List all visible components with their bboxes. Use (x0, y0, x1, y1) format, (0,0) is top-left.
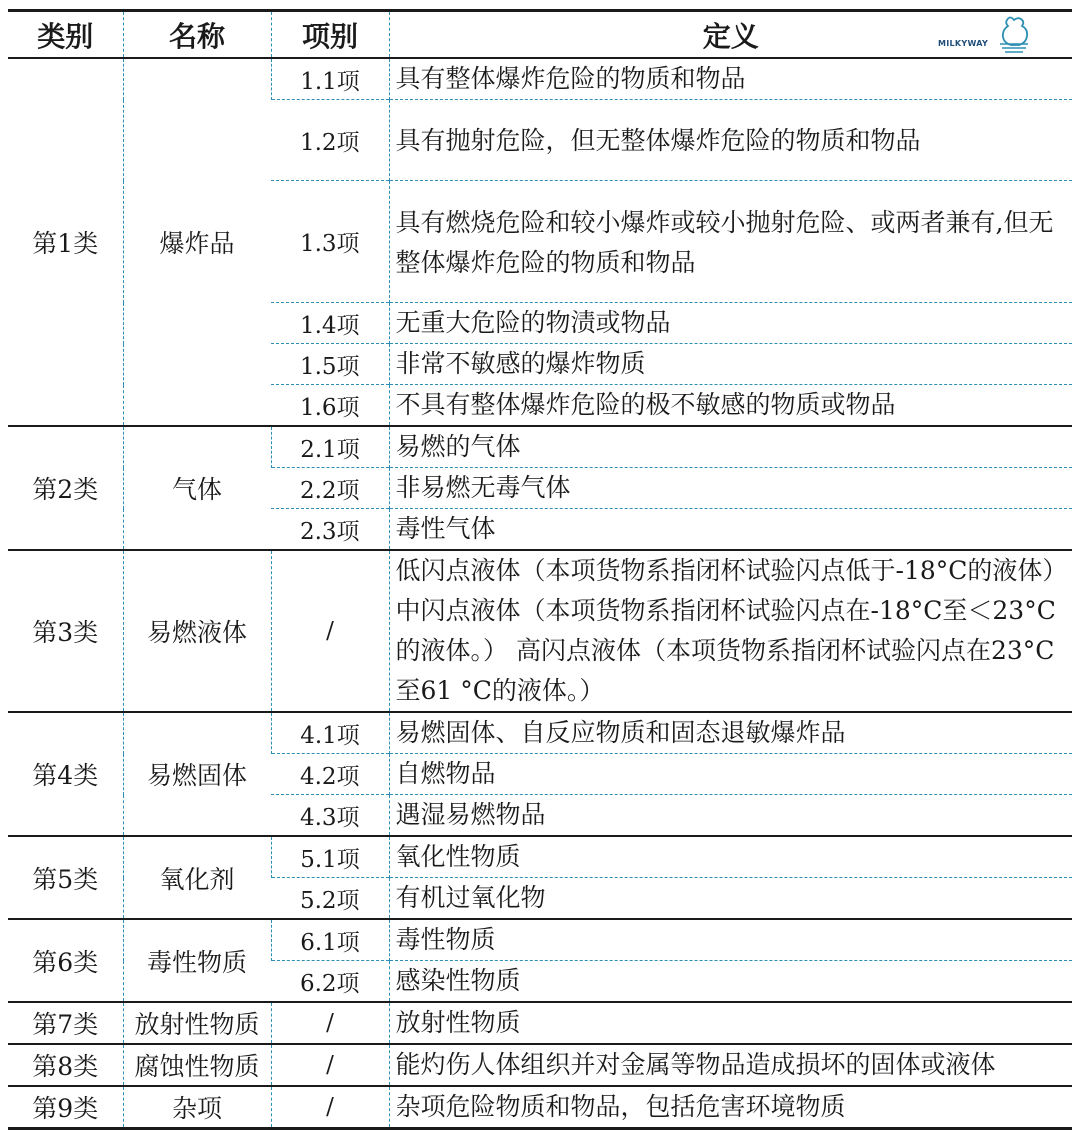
item-cell: 4.1项 (271, 712, 389, 754)
category-cell: 第4类 (8, 712, 123, 836)
name-cell: 腐蚀性物质 (123, 1044, 271, 1086)
item-cell: 5.1项 (271, 836, 389, 878)
definition-cell: 低闪点液体（本项货物系指闭杯试验闪点低于-18°C的液体） 中闪点液体（本项货物系指闭杯试验闪点在-18°C至＜23°C的液体。） 高闪点液体（本项货物系指闭杯试验闪点在23°C至61 °C的液体。） (389, 550, 1072, 712)
name-cell: 易燃固体 (123, 712, 271, 836)
definition-cell: 杂项危险物质和物品，包括危害环境物质 (389, 1086, 1072, 1129)
definition-cell: 感染性物质 (389, 961, 1072, 1003)
category-cell: 第3类 (8, 550, 123, 712)
item-cell: 1.2项 (271, 100, 389, 181)
name-cell: 易燃液体 (123, 550, 271, 712)
category-cell: 第6类 (8, 919, 123, 1002)
definition-cell: 具有抛射危险，但无整体爆炸危险的物质和物品 (389, 100, 1072, 181)
definition-cell: 氧化性物质 (389, 836, 1072, 878)
table-row (8, 919, 1072, 961)
category-cell: 第8类 (8, 1044, 123, 1086)
dangerous-goods-table (8, 9, 1072, 1130)
table-row (8, 1086, 1072, 1129)
item-cell: / (271, 1044, 389, 1086)
category-cell: 第9类 (8, 1086, 123, 1129)
definition-cell: 能灼伤人体组织并对金属等物品造成损坏的固体或液体 (389, 1044, 1072, 1086)
definition-cell: 具有燃烧危险和较小爆炸或较小抛射危险、或两者兼有,但无整体爆炸危险的物质和物品 (389, 181, 1072, 303)
table-row (8, 550, 1072, 712)
table-body (8, 58, 1072, 1129)
definition-cell: 毒性气体 (389, 509, 1072, 551)
table-header (8, 11, 1072, 59)
header-definition-label: 定义 (702, 19, 759, 53)
definition-cell: 无重大危险的物渍或物品 (389, 303, 1072, 344)
item-cell: / (271, 1002, 389, 1044)
name-cell: 放射性物质 (123, 1002, 271, 1044)
item-cell: 1.1项 (271, 58, 389, 100)
name-cell: 爆炸品 (123, 58, 271, 426)
header-category: 类别 (8, 11, 123, 59)
table-row (8, 58, 1072, 100)
definition-cell: 毒性物质 (389, 919, 1072, 961)
name-cell: 毒性物质 (123, 919, 271, 1002)
item-cell: 1.4项 (271, 303, 389, 344)
item-cell: 6.2项 (271, 961, 389, 1003)
table-row (8, 1044, 1072, 1086)
name-cell: 杂项 (123, 1086, 271, 1129)
item-cell: 2.1项 (271, 426, 389, 468)
milkyway-logo (938, 14, 1048, 54)
item-cell: 5.2项 (271, 878, 389, 920)
item-cell: 1.5项 (271, 344, 389, 385)
definition-cell: 易燃的气体 (389, 426, 1072, 468)
item-cell: 2.2项 (271, 468, 389, 509)
item-cell: 1.3项 (271, 181, 389, 303)
table-row (8, 426, 1072, 468)
definition-cell: 非易燃无毒气体 (389, 468, 1072, 509)
table-row (8, 712, 1072, 754)
definition-cell: 自燃物品 (389, 754, 1072, 795)
definition-cell: 有机过氧化物 (389, 878, 1072, 920)
name-cell: 气体 (123, 426, 271, 550)
item-cell: 6.1项 (271, 919, 389, 961)
definition-cell: 易燃固体、自反应物质和固态退敏爆炸品 (389, 712, 1072, 754)
name-cell: 氧化剂 (123, 836, 271, 919)
item-cell: 2.3项 (271, 509, 389, 551)
header-definition (389, 11, 1072, 59)
item-cell: / (271, 550, 389, 712)
definition-cell: 遇湿易燃物品 (389, 795, 1072, 837)
logo-text: MILKYWAY (938, 39, 989, 48)
category-cell: 第5类 (8, 836, 123, 919)
definition-cell: 放射性物质 (389, 1002, 1072, 1044)
table-row (8, 1002, 1072, 1044)
category-cell: 第7类 (8, 1002, 123, 1044)
definition-cell: 非常不敏感的爆炸物质 (389, 344, 1072, 385)
category-cell: 第2类 (8, 426, 123, 550)
table-row (8, 836, 1072, 878)
header-row (8, 11, 1072, 59)
item-cell: / (271, 1086, 389, 1129)
header-item: 项别 (271, 11, 389, 59)
item-cell: 4.2项 (271, 754, 389, 795)
item-cell: 4.3项 (271, 795, 389, 837)
definition-cell: 具有整体爆炸危险的物质和物品 (389, 58, 1072, 100)
rooster-logo-icon (992, 14, 1036, 54)
definition-cell: 不具有整体爆炸危险的极不敏感的物质或物品 (389, 385, 1072, 427)
header-name: 名称 (123, 11, 271, 59)
category-cell: 第1类 (32, 229, 99, 258)
item-cell: 1.6项 (271, 385, 389, 427)
